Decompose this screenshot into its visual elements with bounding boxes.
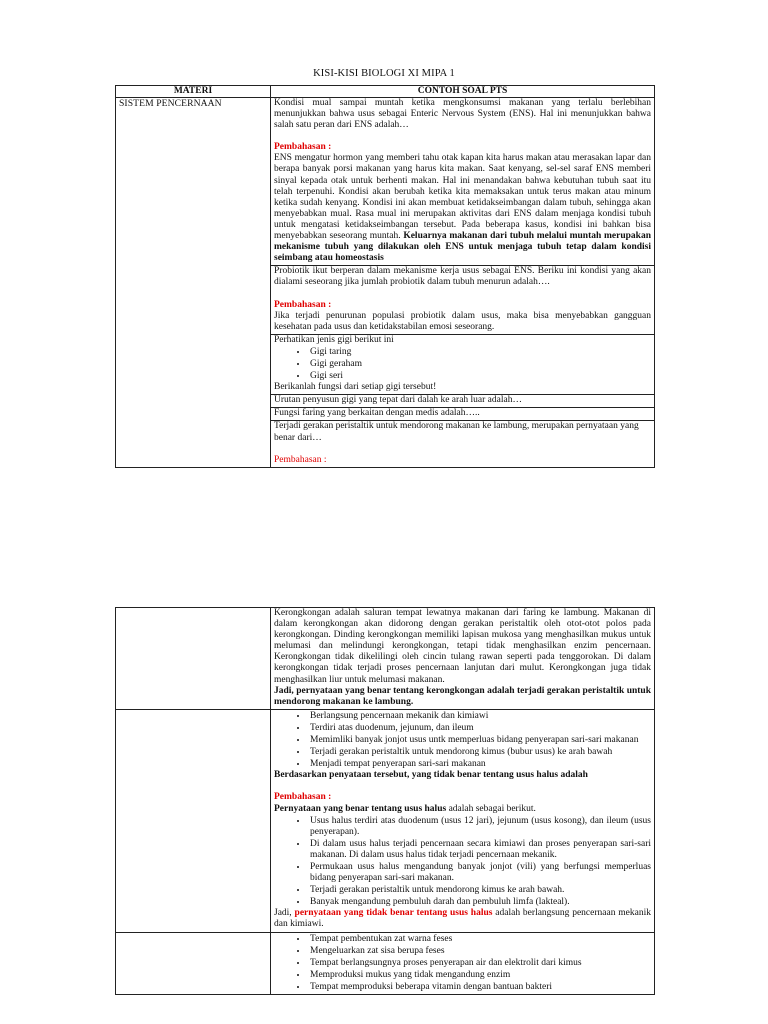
question-outro: Berikanlah fungsi dari setiap gigi tersebut! — [274, 382, 437, 393]
kisi-kisi-table — [115, 85, 655, 468]
question-cell — [271, 932, 655, 994]
header-materi: MATERI — [116, 86, 271, 98]
header-contoh-soal: CONTOH SOAL PTS — [271, 86, 655, 98]
list-item: • Gigi geraham — [308, 358, 651, 370]
list-item: • Banyak mengandung pembuluh darah dan pembuluh limfa (lakteal). — [308, 896, 651, 908]
list-item: • Usus halus terdiri atas duodenum (usus 12 jari), jejunum (usus kosong), dan ileum (usus penyerapan). — [308, 815, 651, 838]
list-item: • Terjadi gerakan peristaltik untuk mendorong kimus (bubur usus) ke arah bawah — [308, 746, 651, 758]
question-cell — [271, 266, 655, 334]
list-item: • Gigi seri — [308, 370, 651, 382]
table-row — [116, 608, 655, 710]
list-item: • Memimliki banyak jonjot usus untk memperluas bidang penyerapan sari-sari makanan — [308, 734, 651, 746]
pembahasan-intro: Pernyataan yang benar tentang usus halus adalah sebagai berikut. — [274, 803, 536, 814]
statement-list — [274, 710, 651, 770]
document-title: KISI-KISI BIOLOGI XI MIPA 1 — [313, 68, 455, 79]
table-row — [116, 932, 655, 994]
list-item: • Terjadi gerakan peristaltik untuk mendorong kimus ke arah bawah. — [308, 884, 651, 896]
question-text: Terjadi gerakan peristaltik untuk mendorong makanan ke lambung, merupakan pernyataan yang benar dari… — [274, 421, 639, 443]
pembahasan-conclusion: Jadi, pernyataan yang benar tentang kerongkongan adalah terjadi gerakan peristaltik untuk mendorong makanan ke lambung. — [274, 685, 651, 707]
pembahasan-conclusion: Keluarnya makanan dari tubuh melalui muntah merupakan mekanisme tubuh yang dilakukan oleh ENS untuk menjaga tubuh tetap dalam kondisi seimbang atau homeostasis — [274, 231, 651, 264]
question-text: Kondisi mual sampai muntah ketika mengkonsumsi makanan yang terlalu berlebihan menunjukkan bahwa usus sebagai Enteric Nervous System (ENS). Hal ini menunjukkan bahwa salah satu peran dari ENS adalah… — [274, 98, 651, 131]
materi-cell — [116, 608, 271, 710]
list-item: • Tempat memproduksi beberapa vitamin dengan bantuan bakteri — [308, 981, 651, 993]
list-item: • Permukaan usus halus mengandung banyak jonjot (vili) yang berfungsi memperluas bidang penyerapan sari-sari makanan. — [308, 861, 651, 884]
question-text: Probiotik ikut berperan dalam mekanisme kerja usus sebagai ENS. Beriku ini kondisi yang akan dialami seseorang jika jumlah probiotik dalam tubuh menurun adalah…. — [274, 266, 651, 288]
kisi-kisi-table-continued — [115, 607, 655, 995]
list-item: • Tempat berlangsungnya proses penyerapan air dan elektrolit dari kimus — [308, 957, 651, 969]
list-item: • Di dalam usus halus terjadi pencernaan secara kimiawi dan proses penyerapan sari-sari makanan. Di dalam usus halus tidak terjadi pencernaan mekanik. — [308, 838, 651, 861]
question-cell — [271, 98, 655, 266]
pembahasan-text: Kerongkongan adalah saluran tempat lewatnya makanan dari faring ke lambung. Makanan di dalam kerongkongan akan didorong dengan gerakan peristaltik oleh otot-otot polos pada kerongkongan. Dinding kerongkongan memiliki lapisan mukosa yang menghasilkan mukus untuk melumasi dan melindungi kerongkongan, tetapi tidak menghasilkan enzim pencernaan. Kerongkongan tidak dikelilingi oleh cincin tulang rawan seperti pada tenggorokan. Di dalam kerongkongan tidak terjadi proses pencernaan lanjutan dari mulut. Kerongkongan juga tidak menghasilkan liur untuk melumasi makanan. — [274, 608, 651, 685]
pembahasan-label: Pembahasan : — [274, 142, 332, 153]
table-row — [116, 709, 655, 932]
pembahasan-label: Pembahasan : — [274, 299, 332, 310]
question-cell: Urutan penyusun gigi yang tepat dari dalah ke arah luar adalah… — [271, 395, 655, 408]
list-item: • Gigi taring — [308, 346, 651, 358]
list-item: • Tempat pembentukan zat warna feses — [308, 933, 651, 945]
table-row — [116, 98, 655, 266]
pembahasan-label: Pembahasan : — [274, 454, 327, 465]
pembahasan-list — [274, 815, 651, 909]
list-item: • Mengeluarkan zat sisa berupa feses — [308, 945, 651, 957]
statement-list — [274, 933, 651, 993]
list-item: • Menjadi tempat penyerapan sari-sari makanan — [308, 758, 651, 770]
pembahasan-text: Jika terjadi penurunan populasi probiotik dalam usus, maka bisa menyebabkan gangguan kesehatan pada usus dan ketidakstabilan emosi seseorang. — [274, 310, 651, 332]
pembahasan-label: Pembahasan : — [274, 792, 332, 803]
pembahasan-conclusion: Jadi, pernyataan yang tidak benar tentang usus halus adalah berlangsung pencernaan mekanik dan kimiawi. — [274, 908, 652, 930]
list-item: • Memproduksi mukus yang tidak mengandung enzim — [308, 969, 651, 981]
materi-cell: SISTEM PENCERNAAN — [116, 98, 271, 468]
pembahasan-cell — [271, 608, 655, 710]
question-cell — [271, 334, 655, 394]
table-header-row — [116, 86, 655, 98]
question-cell: Fungsi faring yang berkaitan dengan medis adalah….. — [271, 408, 655, 421]
materi-cell — [116, 932, 271, 994]
question-cell — [271, 709, 655, 932]
question-cell — [271, 421, 655, 467]
list-item: • Berlangsung pencernaan mekanik dan kimiawi — [308, 710, 651, 722]
materi-cell — [116, 709, 271, 932]
list-item: • Terdiri atas duodenum, jejunum, dan ileum — [308, 722, 651, 734]
tooth-list — [274, 346, 651, 382]
question-text: Berdasarkan penyataan tersebut, yang tidak benar tentang usus halus adalah — [274, 770, 588, 781]
pembahasan-text: ENS mengatur hormon yang memberi tahu otak kapan kita harus makan atau merasakan lapar dan berapa banyak porsi makanan yang harus kita makan. Saat kenyang, sel-sel saraf ENS memberi sinyal kepada otak untuk berhenti makan. Hal ini menandakan bahwa kebutuhan tubuh saat itu telah terpenuhi. Kondisi akan berubah ketika kita memaksakan untuk terus makan atau minum ketika sudah kenyang. Kondisi ini akan membuat ketidakseimbangan dalam tubuh, sehingga akan menyebabkan mual. Rasa mual ini merupakan aktivitas dari ENS dalam menjaga kondisi tubuh untuk mengatasi ketidakseimbangan tersebut. Pada beberapa kasus, kondisi ini bahkan bisa menyebabkan seseorang muntah. Keluarnya makanan dari tubuh melalui muntah merupakan mekanisme tubuh yang dilakukan oleh ENS untuk menjaga tubuh tetap dalam kondisi seimbang atau homeostasis — [274, 153, 651, 264]
question-intro: Perhatikan jenis gigi berikut ini — [274, 334, 394, 345]
